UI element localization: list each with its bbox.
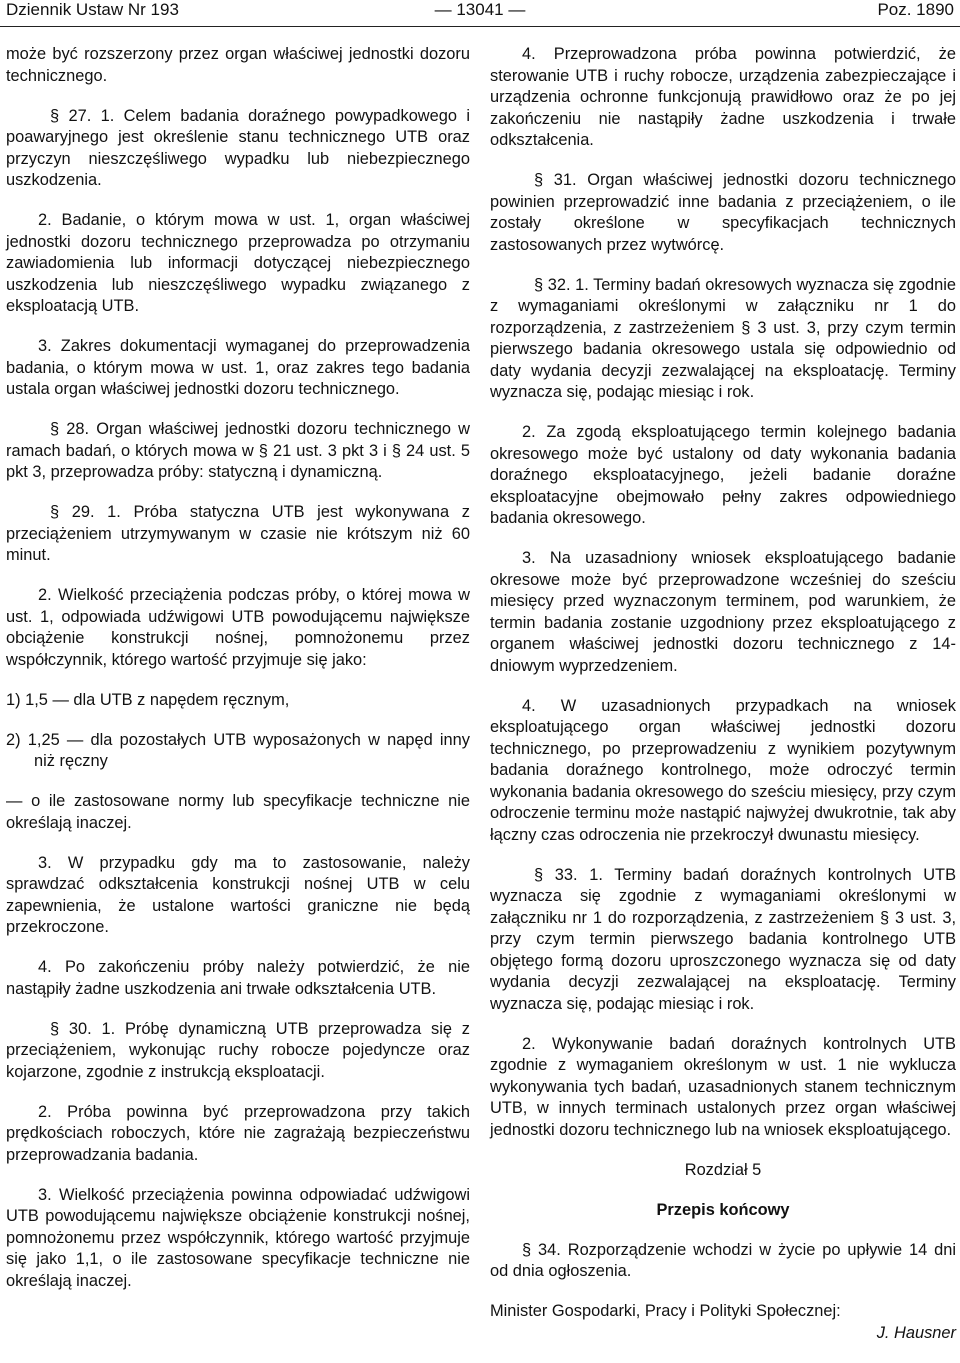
paragraph: 3. Na uzasadniony wniosek eksploatującego badanie okresowe może być przeprowadzone wcześniej do sześciu miesięcy przed wyznaczonym terminem, pod warunkiem, że termin badania zostanie uzgodniony przez eksploatującego z organem właściwej jednostki dozoru technicznego z 14-dniowym wyprzedzeniem. <box>490 549 956 675</box>
paragraph: § 31. Organ właściwej jednostki dozoru technicznego powinien przeprowadzić inne badania z przeciążeniem, o ile zostały określone w specyfikacjach technicznych zastosowanych przez wytwórcę. <box>490 171 956 254</box>
paragraph: § 32. 1. Terminy badań okresowych wyznacza się zgodnie z wymaganiami określonymi w załączniku nr 1 do rozporządzenia, z zastrzeżeniem § 3 ust. 3, przy czym termin pierwszego badania okresowego ustala się odpowiednio od daty wydania decyzji zezwalającej na eksploatację. Terminy wyznacza się, podając miesiąc i rok. <box>490 275 956 401</box>
paragraph: 3. Zakres dokumentacji wymaganej do przeprowadzenia badania, o którym mowa w ust. 1, oraz zakres tego badania ustala organ właściwej jednostki dozoru technicznego. <box>6 337 470 398</box>
paragraph: § 33. 1. Terminy badań doraźnych kontrolnych UTB wyznacza się zgodnie z wymaganiami określonymi w załączniku nr 1 do rozporządzenia, z zastrzeżeniem § 3 ust. 3, przy czym termin pierwszego badania kontrolnego UTB objętego formą dozoru uproszczonego wyznacza się od daty wydania decyzji zezwalającej na eksploatację. Terminy wyznacza się, podając miesiąc i rok. <box>490 865 956 1013</box>
left-column <box>6 44 470 1311</box>
paragraph: § 30. 1. Próbę dynamiczną UTB przeprowadza się z przeciążeniem, wykonując ruchy robocze pojedyncze oraz kojarzone, zgodnie z instrukcją eksploatacji. <box>6 1019 470 1081</box>
paragraph: może być rozszerzony przez organ właściwej jednostki dozoru technicznego. <box>6 45 470 85</box>
list-item: 1) 1,5 — dla UTB z napędem ręcznym, <box>6 690 290 709</box>
final-paragraph: § 34. Rozporządzenie wchodzi w życie po upływie 14 dni od dnia ogłoszenia. <box>490 1240 956 1280</box>
paragraph: 2. Badanie, o którym mowa w ust. 1, organ właściwej jednostki dozoru technicznego przeprowadza po otrzymaniu zawiadomienia lub informacji dotyczącej niebezpiecznego uszkodzenia lub nieszczęśliwego wypadku związanego z eksploatacją UTB. <box>6 211 470 315</box>
right-column <box>490 44 956 1363</box>
page-number: — 13041 — <box>434 0 526 19</box>
signature-name: J. Hausner <box>876 1323 956 1342</box>
paragraph: 3. Wielkość przeciążenia powinna odpowiadać udźwigowi UTB powodującemu największe obciążenie konstrukcji nośnej, pomnożonemu przez współczynnik, którego wartość przyjmuje się jako 1,1, o ile zastosowane specyfikacje techniczne nie określają inaczej. <box>6 1185 470 1290</box>
signature-role: Minister Gospodarki, Pracy i Polityki Społecznej: <box>490 1302 841 1320</box>
paragraph: 2. Wielkość przeciążenia podczas próby, o której mowa w ust. 1, odpowiada udźwigowi UTB powodującemu największe obciążenie konstrukcji nośnej, pomnożonemu przez współczynnik, którego wartość przyjmuje się jako: <box>6 586 470 669</box>
header-rule <box>0 26 960 27</box>
paragraph: 3. W przypadku gdy ma to zastosowanie, należy sprawdzać odkształcenia konstrukcji nośnej UTB w celu zapewnienia, że ustalone wartości graniczne nie będą przekroczone. <box>6 853 470 936</box>
paragraph: § 28. Organ właściwej jednostki dozoru technicznego w ramach badań, o których mowa w § 21 ust. 3 pkt 3 i § 24 ust. 5 pkt 3, przeprowadza próby: statyczną i dynamiczną. <box>6 420 470 481</box>
paragraph: 4. Po zakończeniu próby należy potwierdzić, że nie nastąpiły żadne uszkodzenia ani trwałe odkształcenia UTB. <box>6 958 470 998</box>
journal-title: Dziennik Ustaw Nr 193 <box>6 0 179 19</box>
paragraph: 2. Za zgodą eksploatującego termin kolejnego badania okresowego może być ustalony od daty wykonania badania doraźnego eksploatacyjnego, jeżeli badanie doraźne eksploatacyjne obejmowało pełny zakres odpowiedniego badania okresowego. <box>490 423 956 527</box>
paragraph: § 29. 1. Próba statyczna UTB jest wykonywana z przeciążeniem utrzymywanym w czasie nie krótszym niż 60 minut. <box>6 503 470 564</box>
paragraph: — o ile zastosowane normy lub specyfikacje techniczne nie określają inaczej. <box>6 792 470 832</box>
paragraph: § 27. 1. Celem badania doraźnego powypadkowego i poawaryjnego jest określenie stanu technicznego UTB oraz przyczyn nieszczęśliwego wypadku lub niebezpiecznego uszkodzenia. <box>6 106 470 189</box>
page-header <box>6 0 954 24</box>
list-item: 2) 1,25 — dla pozostałych UTB wyposażonych w napęd inny niż ręczny <box>6 730 470 770</box>
position-number: Poz. 1890 <box>877 0 954 19</box>
paragraph: 4. W uzasadnionych przypadkach na wniosek eksploatującego organ właściwej jednostki dozoru technicznego, po przeprowadzeniu z wynikiem pozytywnym badania doraźnego kontrolnego, może odroczyć termin wykonania badania okresowego do sześciu miesięcy, przy czym odroczenie terminu może nastąpić najwyżej dwukrotnie, tak aby łączny czas odroczenia nie przekroczył dwunastu miesięcy. <box>490 696 956 844</box>
chapter-subtitle: Przepis końcowy <box>656 1200 790 1219</box>
paragraph: 2. Próba powinna być przeprowadzona przy takich prędkościach roboczych, które nie zagrażają bezpieczeństwu przeprowadzania badania. <box>6 1102 470 1164</box>
paragraph: 2. Wykonywanie badań doraźnych kontrolnych UTB zgodnie z wymaganiem określonym w ust. 1 nie wyklucza wykonywania tych badań, uzasadnionych stanem technicznym UTB, w innych terminach ustalonych przez organ właściwej jednostki dozoru technicznego lub na wniosek eksploatującego. <box>490 1034 956 1139</box>
chapter-title: Rozdział 5 <box>684 1160 762 1179</box>
paragraph: 4. Przeprowadzona próba powinna potwierdzić, że sterowanie UTB i ruchy robocze, urządzenia zabezpieczające i urządzenia ochronne funkcjonują prawidłowo oraz że po jej zakończeniu nie nastąpiły żadne uszkodzenia i trwałe odkształcenia. <box>490 45 956 149</box>
